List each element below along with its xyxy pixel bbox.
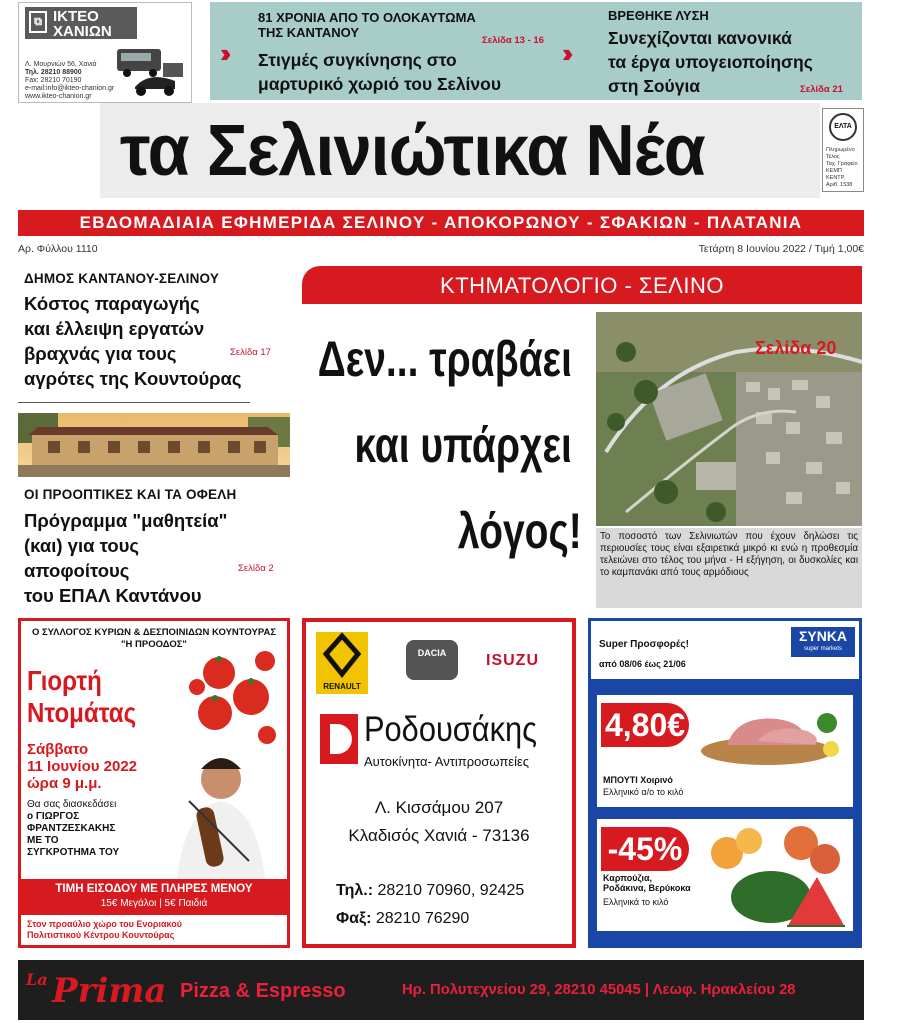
vehicles-image bbox=[115, 43, 187, 99]
postage-line: ΚΕΝΤΡ. bbox=[826, 175, 846, 181]
price-title: ΤΙΜΗ ΕΙΣΟΔΟΥ ΜΕ ΠΛΗΡΕΣ ΜΕΝΟΥ bbox=[55, 883, 253, 895]
performer-line: ΜΕ ΤΟ bbox=[27, 835, 59, 846]
festival-date: 11 Ιουνίου 2022 bbox=[27, 758, 138, 775]
story1-headline-line: και έλλειψη εργατών bbox=[24, 318, 205, 339]
isuzu-logo: ISUZU bbox=[486, 652, 539, 669]
promo-left-kicker-line: 81 ΧΡΟΝΙΑ ΑΠΟ ΤΟ ΟΛΟΚΑΥΤΩΜΑ bbox=[258, 10, 476, 25]
dealer-phone bbox=[336, 882, 524, 900]
ikteo-name: ΙΚΤΕΟ bbox=[53, 8, 99, 25]
promo-right-page: Σελίδα 21 bbox=[800, 84, 843, 95]
story2-kicker: ΟΙ ΠΡΟΟΠΤΙΚΕΣ ΚΑΙ ΤΑ ΟΦΕΛΗ bbox=[24, 487, 237, 502]
tomatoes-image bbox=[181, 641, 285, 751]
postage-line: Πληρωμένο bbox=[826, 147, 855, 153]
pork-meat-image bbox=[697, 701, 847, 771]
la-prima-logo: Prima bbox=[52, 971, 167, 1011]
offers-title: Super Προσφορές! bbox=[599, 639, 689, 650]
synka-logo-sub: super markets bbox=[803, 646, 842, 652]
promo-right-kicker: ΒΡΕΘΗΚΕ ΛΥΣΗ bbox=[608, 8, 709, 23]
promo-right-headline-line: στη Σούγια bbox=[608, 76, 701, 96]
lead-headline-line: Δεν... τραβάει bbox=[317, 331, 572, 387]
postage-line: Τέλος bbox=[826, 154, 840, 160]
chevron-right-icon: ›› bbox=[562, 38, 568, 68]
story1-page: Σελίδα 17 bbox=[230, 347, 271, 358]
elta-seal-icon: ΕΛΤΑ bbox=[829, 113, 857, 141]
fax-label: Φαξ: bbox=[336, 910, 372, 927]
dealer-subtitle: Αυτοκίνητα- Αντιπροσωπείες bbox=[364, 754, 530, 769]
festival-performer bbox=[27, 799, 147, 859]
postage-line: ΚΕΜΠ bbox=[826, 168, 842, 174]
phone-number: 28210 70960, 92425 bbox=[377, 882, 525, 899]
festival-title bbox=[27, 665, 136, 729]
promo-left-kicker bbox=[258, 10, 476, 40]
la-prima-tagline: Pizza & Espresso bbox=[180, 980, 346, 1002]
story1-headline-line: βραχνάς για τους bbox=[24, 343, 177, 364]
offer-name bbox=[603, 873, 691, 893]
postage-text bbox=[826, 147, 858, 189]
lead-page: Σελίδα 20 bbox=[755, 338, 837, 358]
promo-left-headline-line: Στιγμές συγκίνησης στο bbox=[258, 50, 457, 70]
masthead bbox=[100, 103, 820, 198]
subtitle-ribbon: ΕΒΔΟΜΑΔΙΑΙΑ ΕΦΗΜΕΡΙΔΑ ΣΕΛΙΝΟΥ - ΑΠΟΚΟΡΩΝΟΥ - ΣΦΑΚΙΩΝ - ΠΛΑΤΑΝΙΑ bbox=[18, 210, 864, 236]
ikteo-fax: Fax: 28210 70190 bbox=[25, 77, 82, 84]
car-dealer-ad bbox=[302, 618, 576, 948]
dealer-name: Ροδουσάκης bbox=[364, 710, 537, 749]
offer-card bbox=[597, 819, 853, 931]
promo-right-headline-line: τα έργα υπογειοποίησης bbox=[608, 52, 813, 72]
promo-left-page: Σελίδα 13 - 16 bbox=[482, 35, 544, 46]
divider bbox=[18, 402, 250, 403]
ikteo-address bbox=[25, 61, 114, 101]
issue-number: Αρ. Φύλλου 1110 bbox=[18, 243, 98, 255]
promo-left[interactable] bbox=[210, 2, 562, 100]
offer-name-line: Καρπούζια, bbox=[603, 873, 652, 883]
festival-day: Σάββατο bbox=[27, 741, 89, 758]
story1-headline[interactable] bbox=[24, 291, 242, 391]
postage-stamp bbox=[822, 108, 864, 192]
ikteo-ad bbox=[18, 2, 192, 103]
offer-discount-badge: -45% bbox=[601, 827, 689, 871]
venue-line: Στον προαύλιο χώρο του Ενοριακού bbox=[27, 919, 182, 929]
tomato-festival-ad bbox=[18, 618, 290, 948]
story1-kicker: ΔΗΜΟΣ ΚΑΝΤΑΝΟΥ-ΣΕΛΙΝΟΥ bbox=[24, 271, 220, 286]
lead-caption: Το ποσοστό των Σελινιωτών που έχουν δηλώσει τις περιουσίες τους είναι εξαιρετικά μικρό κι ενώ η προθεσμία τελειώνει στο τέλος του μήνα - Η εξήγηση, οι δυσκολίες και το καμπανάκι από τους αρμόδιους bbox=[596, 528, 862, 608]
synka-logo bbox=[791, 627, 855, 657]
dealer-fax bbox=[336, 910, 469, 928]
synka-supermarket-ad bbox=[588, 618, 862, 948]
promo-left-headline-line: μαρτυρικό χωριό του Σελίνου bbox=[258, 74, 502, 94]
offers-dates: από 08/06 έως 21/06 bbox=[599, 659, 686, 669]
fruits-image bbox=[697, 823, 847, 927]
synka-logo-text: ΣΥΝΚΑ bbox=[798, 628, 848, 644]
offer-name-line: Ροδάκινα, Βερύκοκα bbox=[603, 883, 691, 893]
ikteo-email: e-mail:info@ikteo-chanion.gr bbox=[25, 85, 115, 92]
ikteo-logo-mark: ⧉ bbox=[29, 11, 47, 33]
rodousakis-logo-icon bbox=[320, 714, 358, 764]
story2-page: Σελίδα 2 bbox=[238, 563, 274, 574]
fax-number: 28210 76290 bbox=[375, 910, 470, 927]
offer-description: Ελληνικά το κιλό bbox=[603, 897, 669, 907]
organizer-line: "Η ΠΡΟΟΔΟΣ" bbox=[121, 639, 187, 650]
ikteo-phone: Τηλ. 28210 88900 bbox=[25, 69, 82, 76]
la-prima-logo-la: La bbox=[26, 970, 48, 989]
festival-time: ώρα 9 μ.μ. bbox=[27, 775, 102, 792]
promo-right[interactable] bbox=[562, 2, 862, 100]
offer-description: Ελληνικό α/ο το κιλό bbox=[603, 787, 684, 797]
performer-line: ο ΓΙΩΡΓΟΣ bbox=[27, 811, 80, 822]
venue-line: Πολιτιστικού Κέντρου Κουντούρας bbox=[27, 930, 175, 940]
promo-left-headline bbox=[258, 48, 501, 96]
la-prima-address: Ηρ. Πολυτεχνείου 29, 28210 45045 | Λεωφ. Ηρακλείου 28 bbox=[402, 982, 796, 998]
chevron-right-icon: ›› bbox=[220, 38, 226, 68]
promo-strip bbox=[210, 2, 862, 100]
dealer-city: Κλαδισός Χανιά - 73136 bbox=[348, 826, 530, 845]
dealer-address: Λ. Κισσάμου 207 bbox=[374, 798, 504, 817]
festival-title-line: Ντομάτας bbox=[27, 697, 137, 728]
ikteo-website: www.ikteo-chanion.gr bbox=[25, 93, 92, 100]
offers-panel bbox=[591, 679, 859, 945]
promo-left-kicker-line: ΤΗΣ ΚΑΝΤΑΝΟΥ bbox=[258, 25, 360, 40]
date-price: Τετάρτη 8 Ιουνίου 2022 / Τιμή 1,00€ bbox=[698, 243, 864, 255]
performer-line: ΦΡΑΝΤΖΕΣΚΑΚΗΣ bbox=[27, 823, 116, 834]
renault-logo bbox=[316, 632, 368, 694]
festival-price bbox=[21, 879, 287, 915]
price-detail: 15€ Μεγάλοι | 5€ Παιδιά bbox=[100, 898, 208, 909]
festival-when bbox=[27, 741, 137, 792]
promo-right-headline-line: Συνεχίζονται κανονικά bbox=[608, 28, 792, 48]
story2-headline-line: (και) για τους bbox=[24, 535, 140, 556]
story1-headline-line: αγρότες της Κουντούρας bbox=[24, 368, 242, 389]
offer-price-badge: 4,80€ bbox=[601, 703, 689, 747]
renault-label: RENAULT bbox=[323, 682, 361, 691]
performer-line: ΣΥΓΚΡΟΤΗΜΑ ΤΟΥ bbox=[27, 847, 120, 858]
la-prima-footer-ad bbox=[18, 960, 864, 1020]
festival-venue bbox=[27, 919, 182, 941]
musician-photo bbox=[149, 751, 285, 879]
ikteo-logo bbox=[25, 7, 137, 39]
ikteo-address-line: Λ. Μουρνιών 56, Χανιά bbox=[25, 61, 97, 68]
renault-diamond-icon bbox=[316, 632, 368, 678]
story2-headline-line: του ΕΠΑΛ Καντάνου bbox=[24, 585, 202, 606]
performer-line: Θα σας διασκεδάσει bbox=[27, 799, 117, 810]
story2-headline-line: Πρόγραμμα "μαθητεία" bbox=[24, 510, 228, 531]
lead-headline-line: και υπάρχει bbox=[354, 417, 572, 473]
offer-card bbox=[597, 695, 853, 807]
postage-line: Αριθ. 1538 bbox=[826, 182, 853, 188]
phone-label: Τηλ.: bbox=[336, 882, 374, 899]
festival-title-line: Γιορτή bbox=[27, 665, 102, 696]
organizer-line: Ο ΣΥΛΛΟΓΟΣ ΚΥΡΙΩΝ & ΔΕΣΠΟΙΝΙΔΩΝ ΚΟΥΝΤΟΥΡΑΣ bbox=[31, 627, 277, 638]
lead-headline-line: λόγος! bbox=[458, 503, 582, 559]
dacia-logo: DACIA bbox=[406, 640, 458, 680]
story1-headline-line: Κόστος παραγωγής bbox=[24, 293, 200, 314]
postage-line: Ταχ. Γραφείο bbox=[826, 161, 858, 167]
ikteo-city: ΧΑΝΙΩΝ bbox=[53, 23, 112, 40]
school-building-photo bbox=[18, 413, 290, 477]
offer-name: ΜΠΟΥΤΙ Χοιρινό bbox=[603, 775, 673, 785]
story2-headline[interactable] bbox=[24, 508, 227, 608]
story2-headline-line: αποφοίτους bbox=[24, 560, 130, 581]
lead-section-bar: ΚΤΗΜΑΤΟΛΟΓΙΟ - ΣΕΛΙΝΟ bbox=[302, 266, 862, 304]
promo-right-headline bbox=[608, 26, 813, 98]
newspaper-title: τα Σελινιώτικα Νέα bbox=[120, 111, 705, 191]
